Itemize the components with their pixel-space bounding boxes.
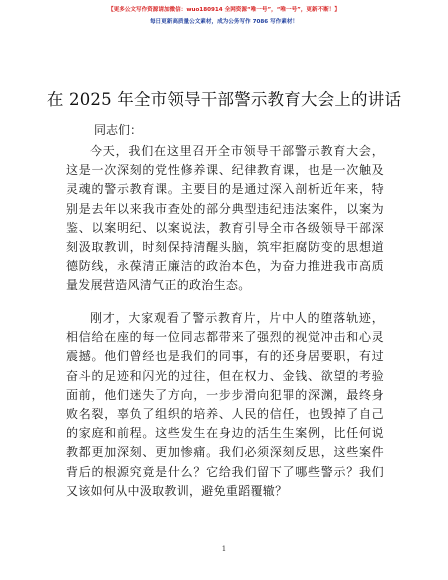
promo-banner-line-1: 【更多公文写作资源请加微信：wuo180914 全网资源“唯一号”，“唯一号”，更新不断！】: [108, 7, 340, 13]
promo-banner-line-2: 每日更新高质量公文素材，成为公务写作 7086 写作素材！: [149, 19, 299, 25]
paragraph-2: 刚才，大家观看了警示教育片，片中人的堕落轨迹，相信给在座的每一位同志都带来了强烈的视觉冲击和心灵震撼。他们曾经也是我们的同事，有的还身居要职，有过奋斗的足迹和闪光的过往，但在权力、金钱、欲望的考验面前，他们迷失了方向，一步步滑向犯罪的深渊，最终身败名裂，辜负了组织的培养、人民的信任，也毁掉了自己的家庭和前程。这些发生在身边的活生生案例，比任何说教都更加深刻、更加惨痛。我们必须深刻反思，这些案件背后的根源究竟是什么？它给我们留下了哪些警示？我们又该如何从中汲取教训，避免重蹈覆辙？: [66, 311, 384, 498]
document-title: 在 2025 年全市领导干部警示教育大会上的讲话: [46, 90, 402, 109]
salutation: 同志们：: [94, 123, 143, 137]
paragraph-1: 今天，我们在这里召开全市领导干部警示教育大会，这是一次深刻的党性修养课、纪律教育课，也是一次触及灵魂的警示教育课。主要目的是通过深入剖析近年来，特别是去年以来我市查处的部分典型违纪违法案件，以案为鉴、以案明纪、以案说法，教育引导全市各级领导干部深刻汲取教训，时刻保持清醒头脑，筑牢拒腐防变的思想道德防线，永葆清正廉洁的政治本色，为奋力推进我市高质量发展营造风清气正的政治生态。: [66, 144, 384, 293]
page-number: 1: [221, 545, 227, 553]
